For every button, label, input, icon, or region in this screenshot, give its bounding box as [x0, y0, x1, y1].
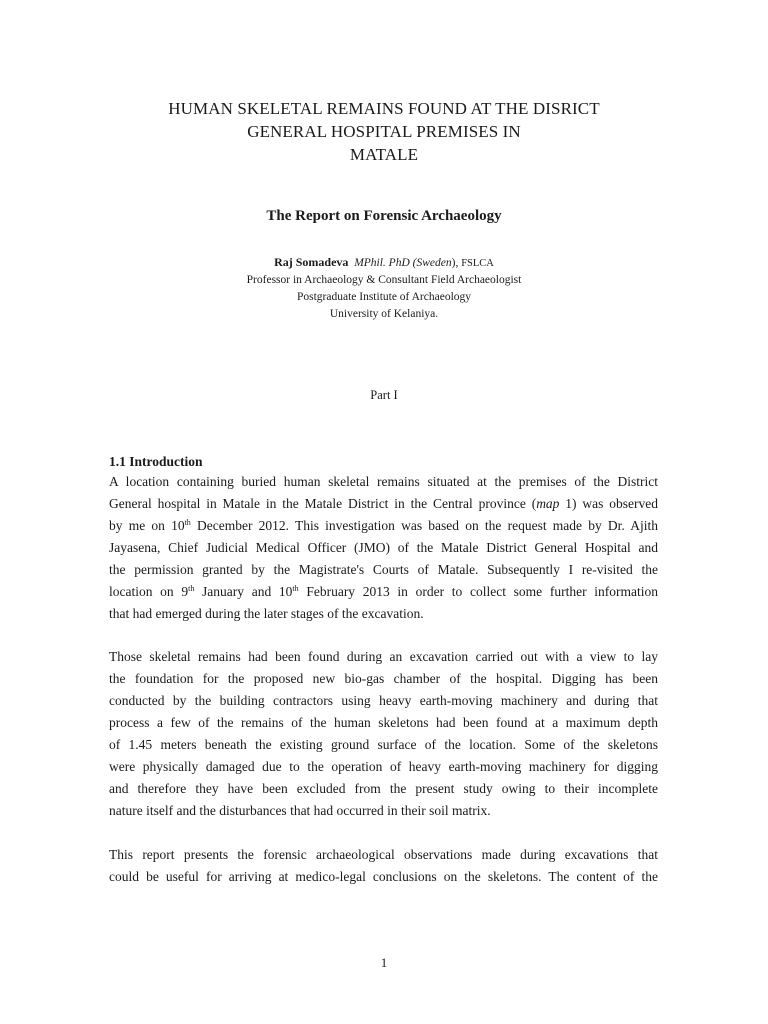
- text-line: A location containing buried human skeletal remains situated at the premises of the District: [109, 474, 658, 489]
- author-qualifications: MPhil. PhD (Sweden: [354, 257, 452, 269]
- text-line: that had emerged during the later stages of the excavation.: [109, 606, 424, 621]
- text-line: [109, 581, 658, 603]
- text-line: the foundation for the proposed new bio-gas chamber of the hospital. Digging has been: [109, 671, 658, 686]
- text-line: were physically damaged due to the operation of heavy earth-moving machinery for digging: [109, 759, 658, 774]
- text-run: 1) was observed: [559, 496, 658, 511]
- text-run: location on 9: [109, 584, 189, 599]
- paragraph-introduction: [109, 471, 658, 625]
- text-line: Those skeletal remains had been found during an excavation carried out with a view to lay: [109, 649, 658, 664]
- ordinal-suffix: th: [188, 584, 195, 593]
- text-run: General hospital in Matale in the Matale District in the Central province (: [109, 496, 537, 511]
- title-line: GENERAL HOSPITAL PREMISES IN: [247, 122, 521, 141]
- text-line: [109, 515, 658, 537]
- text-line: the permission granted by the Magistrate's Courts of Matale. Subsequently I re-visited the: [109, 562, 658, 577]
- title-line: HUMAN SKELETAL REMAINS FOUND AT THE DISRICT: [168, 99, 600, 118]
- report-subtitle: The Report on Forensic Archaeology: [266, 208, 502, 224]
- author-block: [100, 254, 668, 323]
- text-line: This report presents the forensic archaeological observations made during excavations that: [109, 847, 658, 862]
- paragraph-excavation: [109, 646, 658, 822]
- text-run: February 2013 in order to collect some further information: [298, 584, 658, 599]
- author-name: Raj Somadeva: [274, 255, 349, 269]
- text-line: conducted by the building contractors using heavy earth-moving machinery and during that: [109, 693, 658, 708]
- text-line: nature itself and the disturbances that had occurred in their soil matrix.: [109, 803, 491, 818]
- part-label: Part I: [370, 388, 398, 402]
- section-heading: 1.1 Introduction: [109, 454, 203, 469]
- paragraph-report-scope: [109, 844, 658, 888]
- author-position: Professor in Archaeology & Consultant Field Archaeologist: [246, 274, 522, 286]
- text-line: Jayasena, Chief Judicial Medical Officer (JMO) of the Matale District General Hospital and: [109, 540, 658, 555]
- document-title: [100, 97, 668, 166]
- text-line: [109, 493, 658, 515]
- ordinal-suffix: th: [184, 518, 191, 527]
- title-line: MATALE: [349, 145, 419, 164]
- author-university: University of Kelaniya.: [329, 308, 439, 320]
- text-line: and therefore they have been excluded from the present study owing to their incomplete: [109, 781, 658, 796]
- map-reference: map: [536, 496, 560, 511]
- author-line: [100, 254, 668, 272]
- author-qualifications-close: ),: [451, 257, 459, 269]
- text-run: by me on 10: [109, 518, 185, 533]
- page-number: 1: [380, 955, 388, 970]
- text-line: could be useful for arriving at medico-legal conclusions on the skeletons. The content of the: [109, 869, 658, 884]
- text-line: of 1.45 meters beneath the existing ground surface of the location. Some of the skeletons: [109, 737, 658, 752]
- text-line: process a few of the remains of the human skeletons had been found at a maximum depth: [109, 715, 658, 730]
- author-fellowship: FSLCA: [461, 258, 494, 269]
- text-run: January and 10: [194, 584, 293, 599]
- text-run: December 2012. This investigation was based on the request made by Dr. Ajith: [190, 518, 658, 533]
- author-institute: Postgraduate Institute of Archaeology: [296, 291, 472, 303]
- ordinal-suffix: th: [292, 584, 299, 593]
